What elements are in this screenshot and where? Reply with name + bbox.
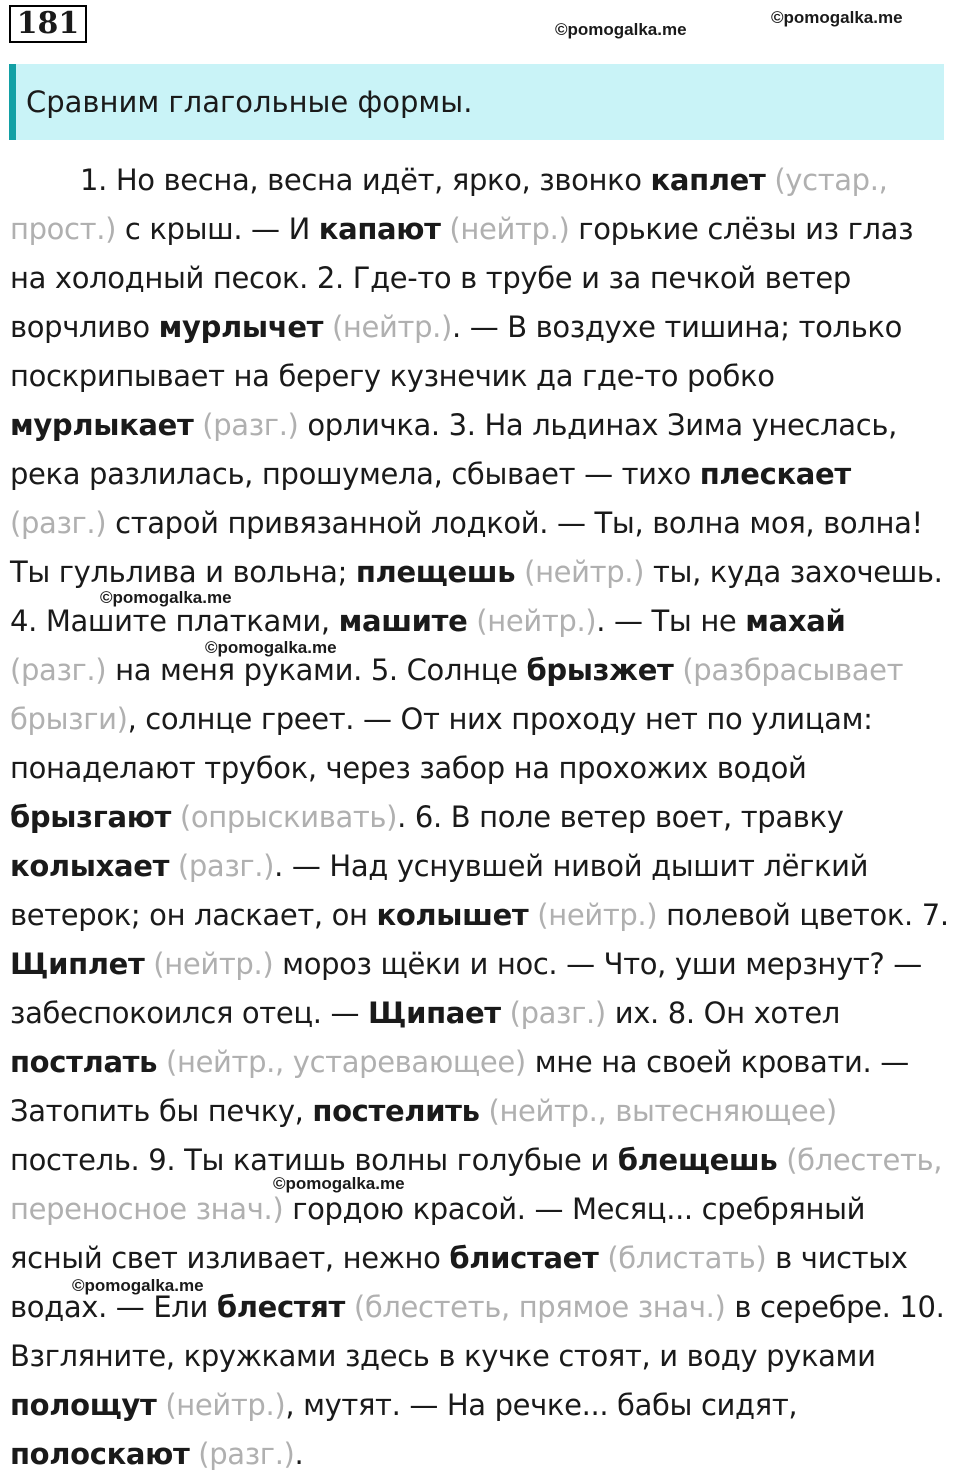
- bold-verb: махай: [745, 604, 846, 638]
- text-line: [10, 1283, 958, 1332]
- gray-note: (нейтр.): [156, 1388, 286, 1422]
- bold-verb: постлать: [10, 1045, 158, 1079]
- text-run: , мутят. — На речке... бабы сидят,: [285, 1388, 798, 1422]
- gray-note: (блистать): [598, 1241, 767, 1275]
- bold-verb: плещешь: [355, 555, 516, 589]
- gray-note: (нейтр., вытесняющее): [479, 1094, 837, 1128]
- text-run: забеспокоился отец. —: [10, 996, 368, 1030]
- text-line: [10, 695, 958, 744]
- gray-note: (нейтр.): [467, 604, 597, 638]
- bold-verb: блещешь: [617, 1143, 778, 1177]
- bold-verb: постелить: [312, 1094, 480, 1128]
- text-run: водах. — Ели: [10, 1290, 217, 1324]
- text-run: Ты гульлива и вольна;: [10, 555, 356, 589]
- gray-note: (блестеть,: [777, 1143, 943, 1177]
- gray-note: (разбрасывает: [673, 653, 904, 687]
- gray-note: (устар.,: [765, 163, 888, 197]
- gray-note: (нейтр.): [515, 555, 645, 589]
- gray-note: (разг.): [193, 408, 299, 442]
- gray-note: (блестеть, прямое знач.): [345, 1290, 726, 1324]
- gray-note: (нейтр., устаревающее): [157, 1045, 526, 1079]
- text-line: [10, 1381, 958, 1430]
- bold-verb: колыхает: [10, 849, 170, 883]
- text-line: [10, 1087, 958, 1136]
- text-run: постель. 9. Ты катишь волны голубые и: [10, 1143, 618, 1177]
- text-run: . 6. В поле ветер воет, травку: [397, 800, 844, 834]
- bold-verb: Щиплет: [10, 947, 145, 981]
- text-run: мне на своей кровати. —: [525, 1045, 909, 1079]
- watermark: ©pomogalka.me: [555, 20, 687, 39]
- bold-verb: мурлычет: [158, 310, 324, 344]
- text-run: ветерок; он ласкает, он: [10, 898, 377, 932]
- gray-note: (разг.): [10, 653, 107, 687]
- bold-verb: блестят: [216, 1290, 345, 1324]
- text-line: [10, 744, 958, 793]
- text-line: [10, 940, 958, 989]
- text-run: их. 8. Он хотел: [605, 996, 840, 1030]
- bold-verb: колышет: [376, 898, 529, 932]
- gray-note: (разг.): [169, 849, 275, 883]
- text-line: [10, 1332, 958, 1381]
- text-line: [10, 303, 958, 352]
- exercise-number: 181: [9, 5, 87, 43]
- text-line: [10, 548, 958, 597]
- text-run: полевой цветок. 7.: [657, 898, 949, 932]
- text-line: [10, 842, 958, 891]
- text-line: [10, 1185, 958, 1234]
- text-run: Взгляните, кружками здесь в кучке стоят, и воду руками: [10, 1339, 876, 1373]
- text-run: поскрипывает на берегу кузнечик да где-то робко: [10, 359, 775, 393]
- text-line: [10, 1430, 958, 1479]
- bold-verb: брызгают: [10, 800, 172, 834]
- text-line: [10, 352, 958, 401]
- text-run: в серебре. 10.: [725, 1290, 945, 1324]
- bold-verb: Щипает: [368, 996, 501, 1030]
- bold-verb: капают: [318, 212, 441, 246]
- text-line: [10, 1136, 958, 1185]
- text-line: [10, 401, 958, 450]
- text-run: ясный свет изливает, нежно: [10, 1241, 450, 1275]
- text-line: [10, 1038, 958, 1087]
- text-run: 4. Машите платками,: [10, 604, 339, 638]
- task-title-box: [9, 64, 944, 140]
- gray-note: прост.): [10, 212, 117, 246]
- text-run: орличка. 3. На льдинах Зима унеслась,: [298, 408, 897, 442]
- text-line: [10, 156, 958, 205]
- bold-verb: мурлыкает: [10, 408, 194, 442]
- text-line: [10, 254, 958, 303]
- watermark: ©pomogalka.me: [205, 638, 337, 657]
- text-line: [10, 205, 958, 254]
- bold-verb: плескает: [699, 457, 851, 491]
- gray-note: (нейтр.): [440, 212, 570, 246]
- text-line: [10, 989, 958, 1038]
- text-run: ворчливо: [10, 310, 159, 344]
- text-line: [10, 891, 958, 940]
- text-run: понаделают трубок, через забор на прохожих водой: [10, 751, 807, 785]
- bold-verb: машите: [338, 604, 468, 638]
- gray-note: (нейтр.): [144, 947, 274, 981]
- gray-note: брызги): [10, 702, 128, 736]
- text-run: река разлилась, прошумела, сбывает — тихо: [10, 457, 700, 491]
- text-run: 1. Но весна, весна идёт, ярко, звонко: [80, 163, 651, 197]
- text-run: . — В воздухе тишина; только: [451, 310, 902, 344]
- text-run: .: [294, 1437, 304, 1471]
- bold-verb: брызжет: [526, 653, 674, 687]
- text-run: в чистых: [766, 1241, 908, 1275]
- text-line: [10, 597, 958, 646]
- text-run: ты, куда захочешь.: [644, 555, 943, 589]
- text-run: на меня руками. 5. Солнце: [106, 653, 527, 687]
- text-line: [10, 450, 958, 499]
- watermark: ©pomogalka.me: [273, 1174, 405, 1193]
- text-line: [10, 646, 958, 695]
- bold-verb: блистает: [449, 1241, 599, 1275]
- text-line: [10, 499, 958, 548]
- watermark: ©pomogalka.me: [100, 588, 232, 607]
- task-title: Сравним глагольные формы.: [26, 85, 473, 119]
- gray-note: (нейтр.): [528, 898, 658, 932]
- bold-verb: каплет: [650, 163, 766, 197]
- watermark: ©pomogalka.me: [771, 8, 903, 27]
- text-run: Затопить бы печку,: [10, 1094, 313, 1128]
- text-run: гордою красой. — Месяц... сребряный: [283, 1192, 866, 1226]
- gray-note: переносное знач.): [10, 1192, 284, 1226]
- gray-note: (разг.): [189, 1437, 295, 1471]
- text-run: мороз щёки и нос. — Что, уши мерзнут? —: [273, 947, 922, 981]
- gray-note: (разг.): [500, 996, 606, 1030]
- text-run: на холодный песок. 2. Где-то в трубе и за печкой ветер: [10, 261, 851, 295]
- text-line: [10, 1234, 958, 1283]
- gray-note: (нейтр.): [323, 310, 452, 344]
- bold-verb: полощут: [10, 1388, 157, 1422]
- exercise-text: [10, 156, 958, 1479]
- text-run: . — Над уснувшей нивой дышит лёгкий: [274, 849, 869, 883]
- gray-note: (разг.): [10, 506, 107, 540]
- text-run: , солнце греет. — От них проходу нет по улицам:: [127, 702, 873, 736]
- text-run: горькие слёзы из глаз: [569, 212, 914, 246]
- text-line: [10, 793, 958, 842]
- text-run: с крыш. — И: [116, 212, 319, 246]
- gray-note: (опрыскивать): [171, 800, 398, 834]
- watermark: ©pomogalka.me: [72, 1276, 204, 1295]
- text-run: . — Ты не: [596, 604, 746, 638]
- text-run: старой привязанной лодкой. — Ты, волна моя, волна!: [106, 506, 923, 540]
- bold-verb: полоскают: [10, 1437, 190, 1471]
